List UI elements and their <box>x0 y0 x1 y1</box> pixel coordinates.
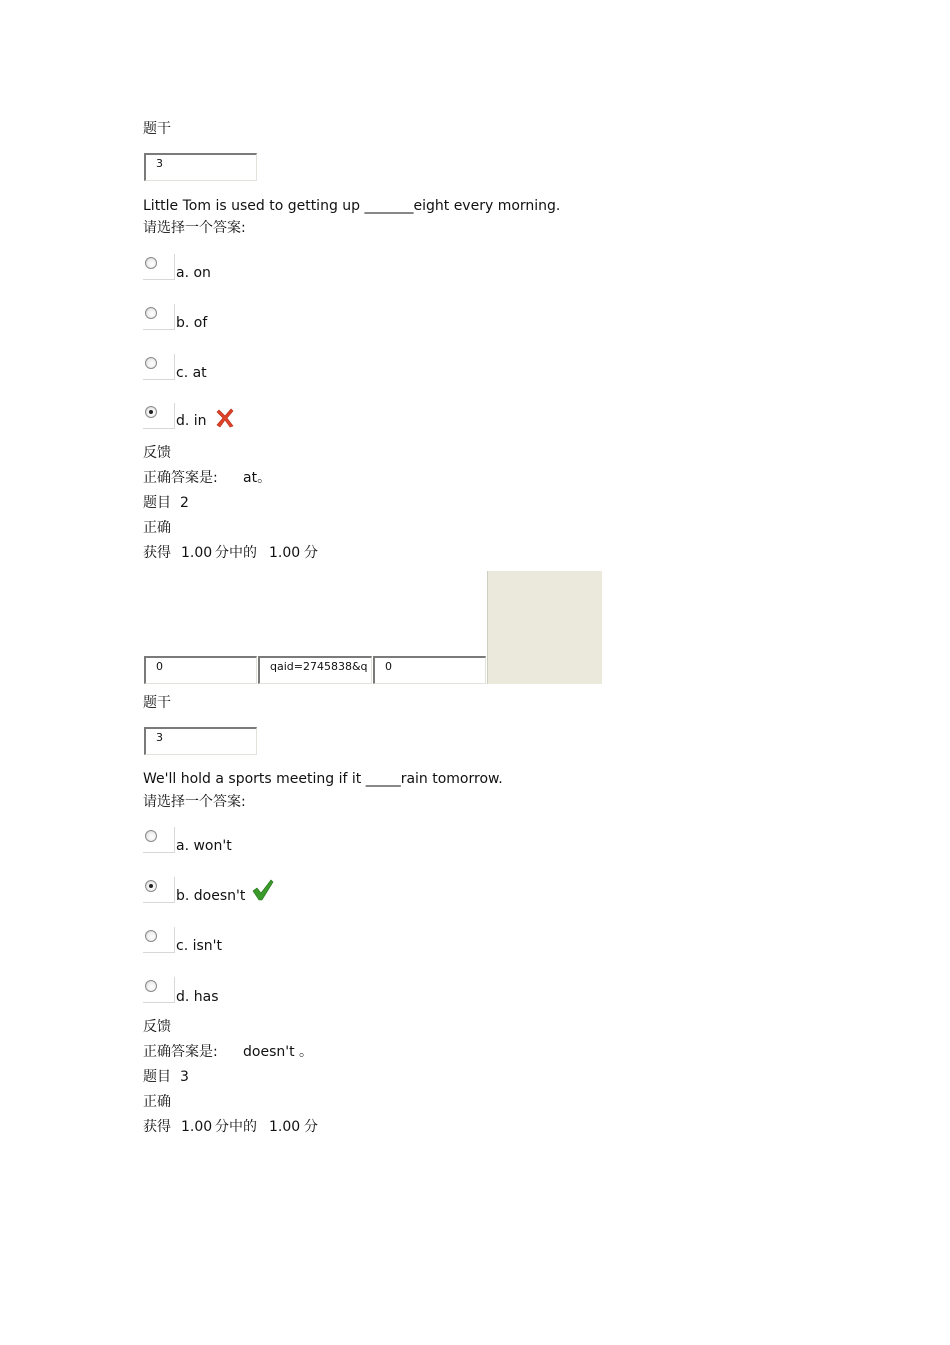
score-got: 1.00 <box>181 545 213 561</box>
radio-button[interactable] <box>145 980 157 992</box>
answer-prompt: 请选择一个答案: <box>143 220 246 236</box>
hidden-field[interactable]: 0 <box>373 656 486 684</box>
radio-box[interactable] <box>143 254 175 280</box>
radio-box[interactable] <box>143 304 175 330</box>
option-label[interactable]: d. in <box>176 413 207 429</box>
question-text: We'll hold a sports meeting if it _____rain tomorrow. <box>143 771 503 787</box>
stem-label: 题干 <box>143 121 171 137</box>
option-label[interactable]: a. won't <box>176 838 232 854</box>
correct-answer-value: doesn't 。 <box>243 1044 314 1060</box>
radio-box[interactable] <box>143 403 175 429</box>
score-mid: 分中的 <box>215 1119 257 1135</box>
score-got: 1.00 <box>181 1119 213 1135</box>
radio-button[interactable] <box>145 357 157 369</box>
feedback-label: 反馈 <box>143 445 171 461</box>
radio-button-selected[interactable] <box>145 880 157 892</box>
question-field[interactable]: 3 <box>144 153 257 181</box>
hidden-field[interactable]: qaid=2745838&q <box>258 656 372 684</box>
option-label[interactable]: b. of <box>176 315 208 331</box>
correct-answer-label: 正确答案是: <box>143 470 218 486</box>
question-text: Little Tom is used to getting up _______eight every morning. <box>143 198 561 214</box>
radio-box[interactable] <box>143 977 175 1003</box>
answer-prompt: 请选择一个答案: <box>143 794 246 810</box>
radio-button[interactable] <box>145 930 157 942</box>
option-label[interactable]: c. isn't <box>176 938 222 954</box>
cross-icon <box>216 408 234 428</box>
score-unit: 分 <box>304 545 318 561</box>
correct-answer-value: at。 <box>243 470 272 486</box>
score-max: 1.00 <box>269 545 301 561</box>
option-label[interactable]: b. doesn't <box>176 888 246 904</box>
option-label[interactable]: d. has <box>176 989 219 1005</box>
question-number: 3 <box>180 1069 189 1085</box>
radio-box[interactable] <box>143 354 175 380</box>
option-label[interactable]: c. at <box>176 365 207 381</box>
question-status: 正确 <box>143 520 171 536</box>
score-mid: 分中的 <box>215 545 257 561</box>
radio-button[interactable] <box>145 257 157 269</box>
question-field[interactable]: 3 <box>144 727 257 755</box>
stem-label: 题干 <box>143 695 171 711</box>
option-label[interactable]: a. on <box>176 265 211 281</box>
feedback-label: 反馈 <box>143 1019 171 1035</box>
score-prefix: 获得 <box>143 545 171 561</box>
gray-panel <box>487 571 602 684</box>
question-number: 2 <box>180 495 189 511</box>
radio-button-selected[interactable] <box>145 406 157 418</box>
correct-answer-label: 正确答案是: <box>143 1044 218 1060</box>
question-title-label: 题目 <box>143 495 171 511</box>
score-max: 1.00 <box>269 1119 301 1135</box>
radio-button[interactable] <box>145 830 157 842</box>
score-prefix: 获得 <box>143 1119 171 1135</box>
score-unit: 分 <box>304 1119 318 1135</box>
check-icon <box>252 879 274 901</box>
radio-button[interactable] <box>145 307 157 319</box>
question-status: 正确 <box>143 1094 171 1110</box>
radio-box[interactable] <box>143 927 175 953</box>
radio-box[interactable] <box>143 827 175 853</box>
radio-box[interactable] <box>143 877 175 903</box>
hidden-field[interactable]: 0 <box>144 656 257 684</box>
question-title-label: 题目 <box>143 1069 171 1085</box>
